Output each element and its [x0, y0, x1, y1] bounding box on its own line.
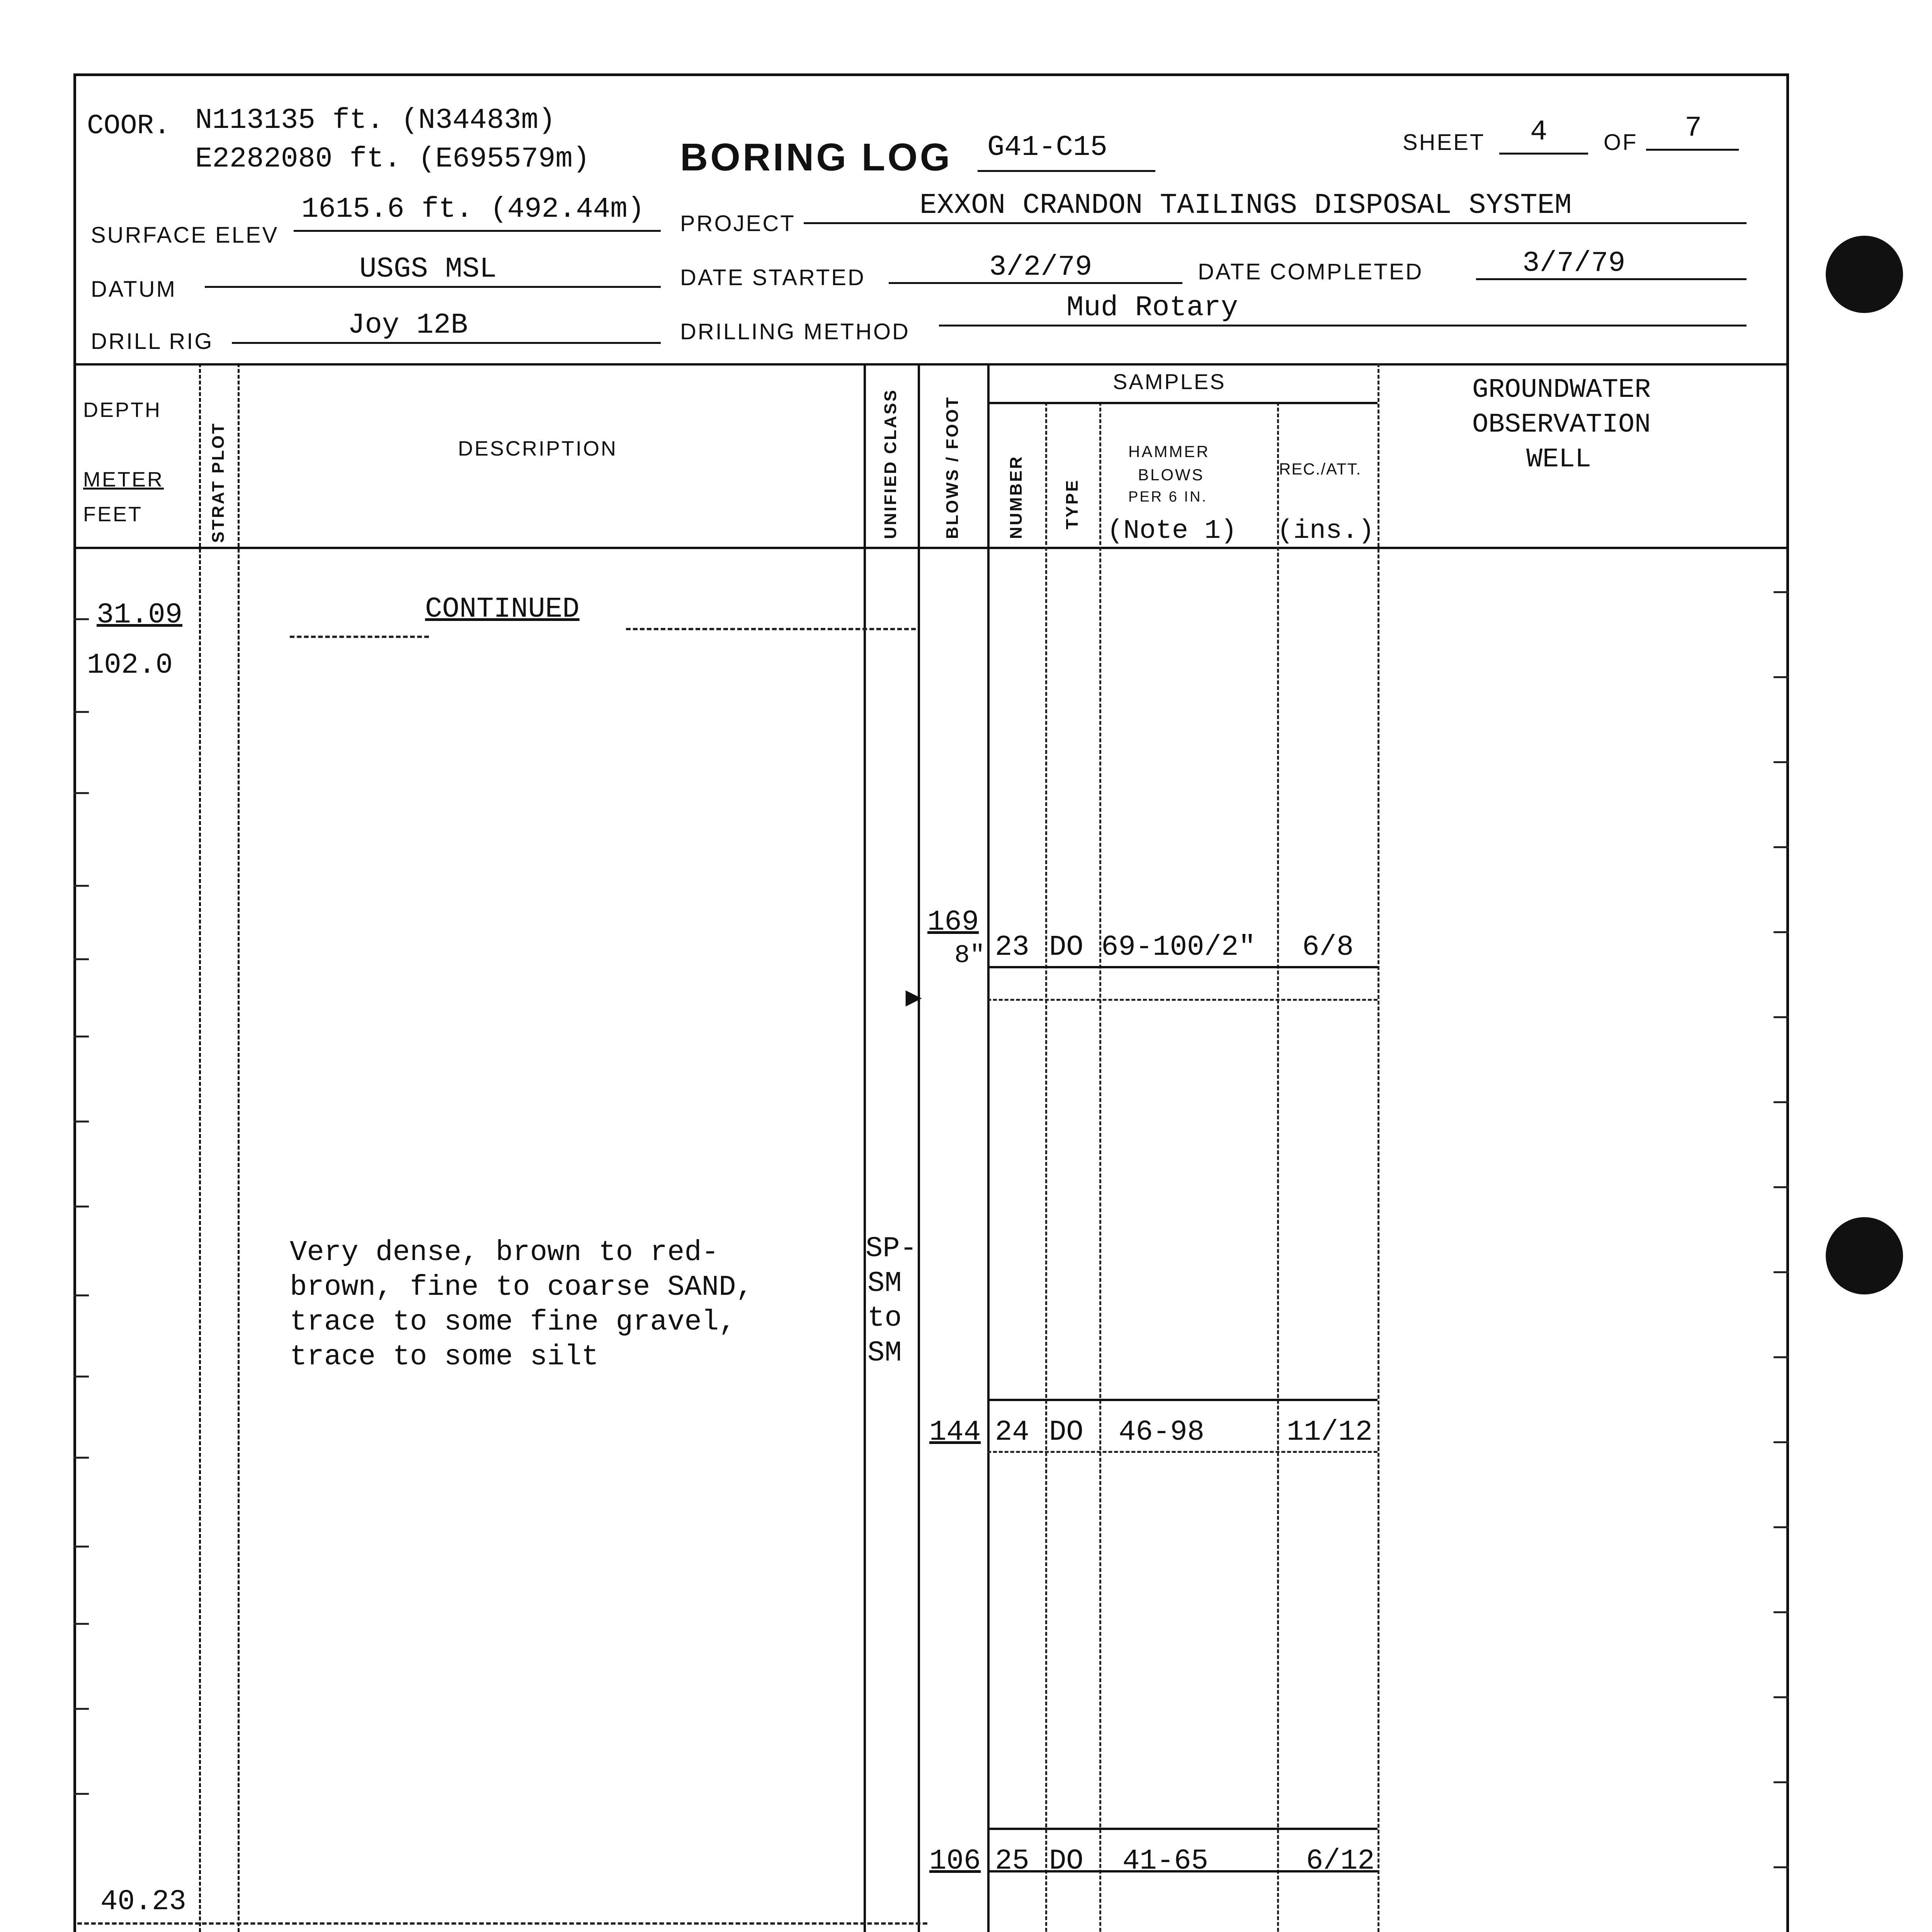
col-rec-unit: (ins.) — [1277, 516, 1375, 546]
depth-tick — [73, 958, 89, 960]
depth-tick — [73, 1457, 89, 1459]
col-rec-att-label: REC./ATT. — [1279, 460, 1362, 478]
project-underline — [804, 222, 1747, 224]
col-type-label: TYPE — [1063, 479, 1082, 529]
sheet-underline — [1499, 153, 1588, 155]
sample-rec: 6/12 — [1306, 1845, 1375, 1878]
col-number-right — [1045, 402, 1047, 1932]
depth-tick — [73, 1121, 89, 1122]
top-boundary-right — [626, 628, 916, 630]
sample-rec: 6/8 — [1302, 931, 1354, 964]
project: EXXON CRANDON TAILINGS DISPOSAL SYSTEM — [920, 189, 1572, 222]
depth-tick — [73, 1793, 89, 1795]
col-hammer-label-1: HAMMER — [1128, 442, 1210, 461]
col-depth-right — [199, 363, 201, 1932]
sample-hammer: 41-65 — [1122, 1845, 1209, 1878]
col-description-right — [864, 363, 866, 1932]
description-line-2: brown, fine to coarse SAND, — [290, 1271, 753, 1304]
depth-tick — [73, 1036, 89, 1037]
right-edge-tick — [1774, 591, 1789, 593]
col-meter-label: METER — [83, 468, 164, 491]
right-edge-tick — [1774, 931, 1789, 933]
sample-top-rule — [987, 966, 1378, 968]
sheet-label: SHEET — [1403, 130, 1485, 155]
of-label: OF — [1604, 130, 1638, 155]
right-edge-tick — [1774, 676, 1789, 678]
date-completed-label: DATE COMPLETED — [1198, 259, 1423, 284]
col-type-right — [1099, 402, 1101, 1932]
sample-bottom-rule — [987, 1451, 1378, 1453]
project-label: PROJECT — [680, 211, 796, 236]
sample-top-rule — [987, 1399, 1378, 1401]
col-blows-right — [987, 363, 990, 1932]
sheet-total-underline — [1646, 149, 1739, 151]
col-samples-label: SAMPLES — [1113, 369, 1226, 394]
sample-hammer: 69-100/2" — [1101, 931, 1256, 964]
datum-label: DATUM — [91, 277, 177, 302]
coor-label: COOR. — [87, 110, 171, 142]
depth-tick — [73, 885, 89, 887]
bottom-boundary — [77, 1922, 927, 1925]
water-level-arrow-icon: ► — [900, 982, 927, 1012]
column-header-bottom-rule — [73, 547, 1789, 549]
form-frame — [73, 73, 1789, 1932]
top-depth-feet: 102.0 — [87, 649, 173, 682]
right-edge-tick — [1774, 1441, 1789, 1443]
coor-north: N113135 ft. (N34483m) — [195, 104, 556, 137]
class-line-1: SP- — [866, 1233, 917, 1265]
date-started-label: DATE STARTED — [680, 265, 866, 290]
right-edge-tick — [1774, 1781, 1789, 1783]
sample-type: DO — [1049, 1416, 1083, 1449]
drill-rig-underline — [232, 342, 661, 344]
drilling-method: Mud Rotary — [1066, 292, 1238, 324]
sample-type: DO — [1049, 931, 1083, 964]
sample-blows: 169 — [927, 906, 979, 939]
drill-rig-label: DRILL RIG — [91, 329, 214, 354]
class-line-3: to — [867, 1302, 902, 1335]
description-line-4: trace to some silt — [290, 1341, 599, 1373]
surface-elev: 1615.6 ft. (492.44m) — [301, 193, 645, 226]
right-edge-tick — [1774, 846, 1789, 848]
drilling-method-underline — [939, 325, 1747, 327]
depth-tick — [73, 1294, 89, 1296]
sheet-number: 4 — [1530, 116, 1548, 148]
depth-tick — [73, 1376, 89, 1378]
header-bottom-rule — [73, 363, 1789, 366]
depth-tick — [73, 1206, 89, 1208]
top-continued: CONTINUED — [425, 593, 580, 626]
drill-rig: Joy 12B — [348, 309, 468, 342]
boring-id-underline — [978, 170, 1155, 172]
description-line-1: Very dense, brown to red- — [290, 1236, 719, 1269]
depth-tick — [73, 618, 89, 620]
col-strat-right — [238, 363, 240, 1932]
surface-elev-label: SURFACE ELEV — [91, 223, 279, 248]
sample-blows: 144 — [929, 1416, 981, 1449]
col-hammer-label-3: PER 6 IN. — [1128, 489, 1208, 505]
col-blows-foot-label: BLOWS / FOOT — [943, 396, 962, 539]
right-edge-tick — [1774, 1101, 1789, 1103]
sample-type: DO — [1049, 1845, 1083, 1878]
sample-blows-sub: 8" — [954, 941, 985, 970]
sample-bottom-rule — [987, 1870, 1378, 1872]
binder-hole-top — [1826, 236, 1903, 313]
boring-id: G41-C15 — [987, 131, 1107, 164]
bottom-depth-meter: 40.23 — [100, 1886, 187, 1918]
col-class-right — [918, 363, 920, 1932]
description-line-3: trace to some fine gravel, — [290, 1306, 736, 1338]
depth-tick — [73, 1623, 89, 1625]
date-completed-underline — [1476, 278, 1747, 280]
datum-underline — [205, 286, 661, 288]
col-depth-label: DEPTH — [83, 398, 162, 422]
date-started: 3/2/79 — [989, 251, 1092, 284]
date-started-underline — [889, 282, 1182, 284]
col-strat-plot-label: STRAT PLOT — [209, 422, 228, 543]
sample-bottom-rule — [987, 999, 1378, 1001]
col-rec-right — [1378, 363, 1379, 1932]
sample-top-rule — [987, 1828, 1378, 1830]
right-edge-tick — [1774, 1016, 1789, 1018]
right-edge-tick — [1774, 1611, 1789, 1613]
depth-tick — [73, 1546, 89, 1548]
col-hammer-right — [1277, 402, 1279, 1932]
depth-tick — [73, 792, 89, 794]
depth-tick — [73, 1708, 89, 1710]
form-title: BORING LOG — [680, 136, 952, 179]
surface-elev-underline — [294, 230, 661, 232]
class-line-2: SM — [867, 1267, 902, 1300]
col-hammer-label-2: BLOWS — [1138, 466, 1204, 484]
col-groundwater-label-2: OBSERVATION — [1472, 410, 1651, 440]
col-hammer-note: (Note 1) — [1107, 516, 1237, 546]
sample-blows: 106 — [929, 1845, 981, 1878]
sample-rec: 11/12 — [1287, 1416, 1373, 1449]
sample-hammer: 46-98 — [1119, 1416, 1205, 1449]
date-completed: 3/7/79 — [1522, 247, 1626, 280]
depth-tick — [73, 711, 89, 713]
top-boundary-left — [290, 636, 429, 638]
right-edge-tick — [1774, 1696, 1789, 1698]
col-groundwater-label-3: WELL — [1526, 444, 1592, 475]
col-groundwater-label-1: GROUNDWATER — [1472, 375, 1651, 405]
right-edge-tick — [1774, 1186, 1789, 1188]
coor-east: E2282080 ft. (E695579m) — [195, 143, 590, 175]
sample-number: 24 — [995, 1416, 1029, 1449]
col-unified-class-label: UNIFIED CLASS — [881, 388, 900, 539]
sample-number: 25 — [995, 1845, 1029, 1878]
right-edge-tick — [1774, 1866, 1789, 1868]
col-number-label: NUMBER — [1007, 455, 1026, 539]
samples-subheader-rule — [987, 402, 1378, 404]
right-edge-tick — [1774, 1356, 1789, 1358]
col-description-label: DESCRIPTION — [458, 437, 618, 460]
drilling-method-label: DRILLING METHOD — [680, 319, 910, 344]
class-line-4: SM — [867, 1337, 902, 1369]
top-depth-meter: 31.09 — [97, 599, 183, 631]
right-edge-tick — [1774, 761, 1789, 763]
col-feet-label: FEET — [83, 503, 143, 526]
right-edge-tick — [1774, 1526, 1789, 1528]
right-edge-tick — [1774, 1271, 1789, 1273]
datum: USGS MSL — [359, 253, 497, 286]
sheet-total: 7 — [1685, 112, 1702, 145]
binder-hole-middle — [1826, 1217, 1903, 1294]
sample-number: 23 — [995, 931, 1029, 964]
